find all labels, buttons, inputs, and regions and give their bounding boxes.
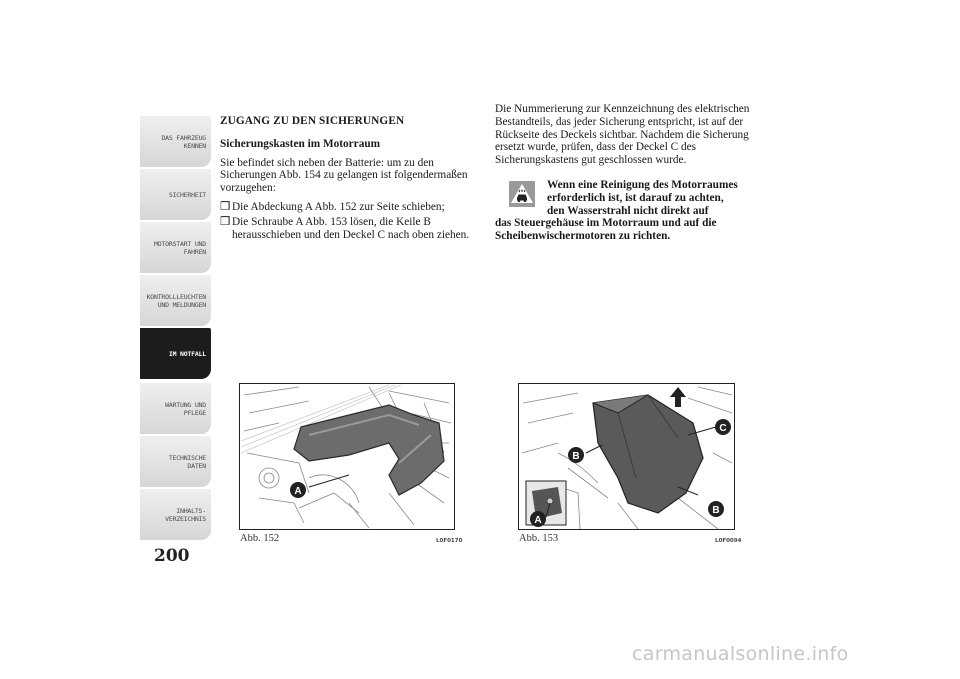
warning-line: den Wasserstrahl nicht direkt auf [547,204,709,217]
page-number: 200 [154,546,190,566]
label-a: A [534,515,542,526]
label-a: A [294,486,302,497]
warning-line: das Steuergehäuse im Motorraum und auf die [495,217,717,230]
left-column [220,115,488,241]
label-c: C [719,423,727,434]
warning-box [495,179,780,243]
figure-caption: Abb. 152 [240,533,280,544]
tab-technische-daten[interactable]: TECHNISCHE DATEN [140,436,211,487]
checkbox-bullet-icon: ❒ [220,215,231,228]
figure-abb-153-fusebox-cover [518,383,735,530]
warning-line: erforderlich ist, ist darauf zu achten, [547,191,724,204]
watermark: carmanualsonline.info [632,643,849,665]
tab-wartung-und-pflege[interactable]: WARTUNG UND PFLEGE [140,383,211,434]
right-column [495,103,780,243]
intro-paragraph: Sie befindet sich neben der Batterie: um zu den Sicherungen Abb. 154 zu gelangen ist folgendermaßen vorzugehen: [220,156,468,195]
tab-das-fahrzeug-kennen[interactable]: DAS FAHRZEUG KENNEN [140,116,211,167]
car-wash-warning-icon [509,181,535,207]
checkbox-bullet-icon: ❒ [220,200,231,213]
list-item [220,216,488,242]
tab-inhaltsverzeichnis[interactable]: INHALTS- VERZEICHNIS [140,489,211,540]
figure-abb-152-engine-cover [239,383,455,530]
info-paragraph: Die Nummerierung zur Kennzeichnung des elektrischen Bestandteils, das jeder Sicherung entspricht, ist auf der Rückseite des Deckels sichtbar. Nachdem die Sicherung ersetzt wurde, prüfen, dass der Deckel C des Sicherungskastens gut geschlossen wurde. [495,103,750,167]
label-b: B [712,505,720,516]
tab-im-notfall[interactable]: IM NOTFALL [140,328,211,379]
figure-code: L0F0170 [436,538,463,544]
section-subheading: Sicherungskasten im Motorraum [220,137,381,150]
tab-sicherheit[interactable]: SICHERHEIT [140,169,211,220]
section-heading: ZUGANG ZU DEN SICHERUNGEN [220,115,405,127]
tab-kontrollleuchten[interactable]: KONTROLLLEUCHTEN UND MELDUNGEN [140,275,211,326]
list-item [220,201,488,214]
list-item-text: Die Schraube A Abb. 153 lösen, die Keile B herausschieben und den Deckel C nach oben ziehen. [232,215,470,241]
list-item-text: Die Abdeckung A Abb. 152 zur Seite schieben; [232,200,445,213]
warning-line: Scheibenwischermotoren zu richten. [495,230,671,243]
figure-code: L0F0094 [715,538,742,544]
figure-caption: Abb. 153 [519,533,559,544]
label-b: B [572,451,580,462]
warning-line: Wenn eine Reinigung des Motorraumes [547,178,738,191]
tab-motorstart-und-fahren[interactable]: MOTORSTART UND FAHREN [140,222,211,273]
